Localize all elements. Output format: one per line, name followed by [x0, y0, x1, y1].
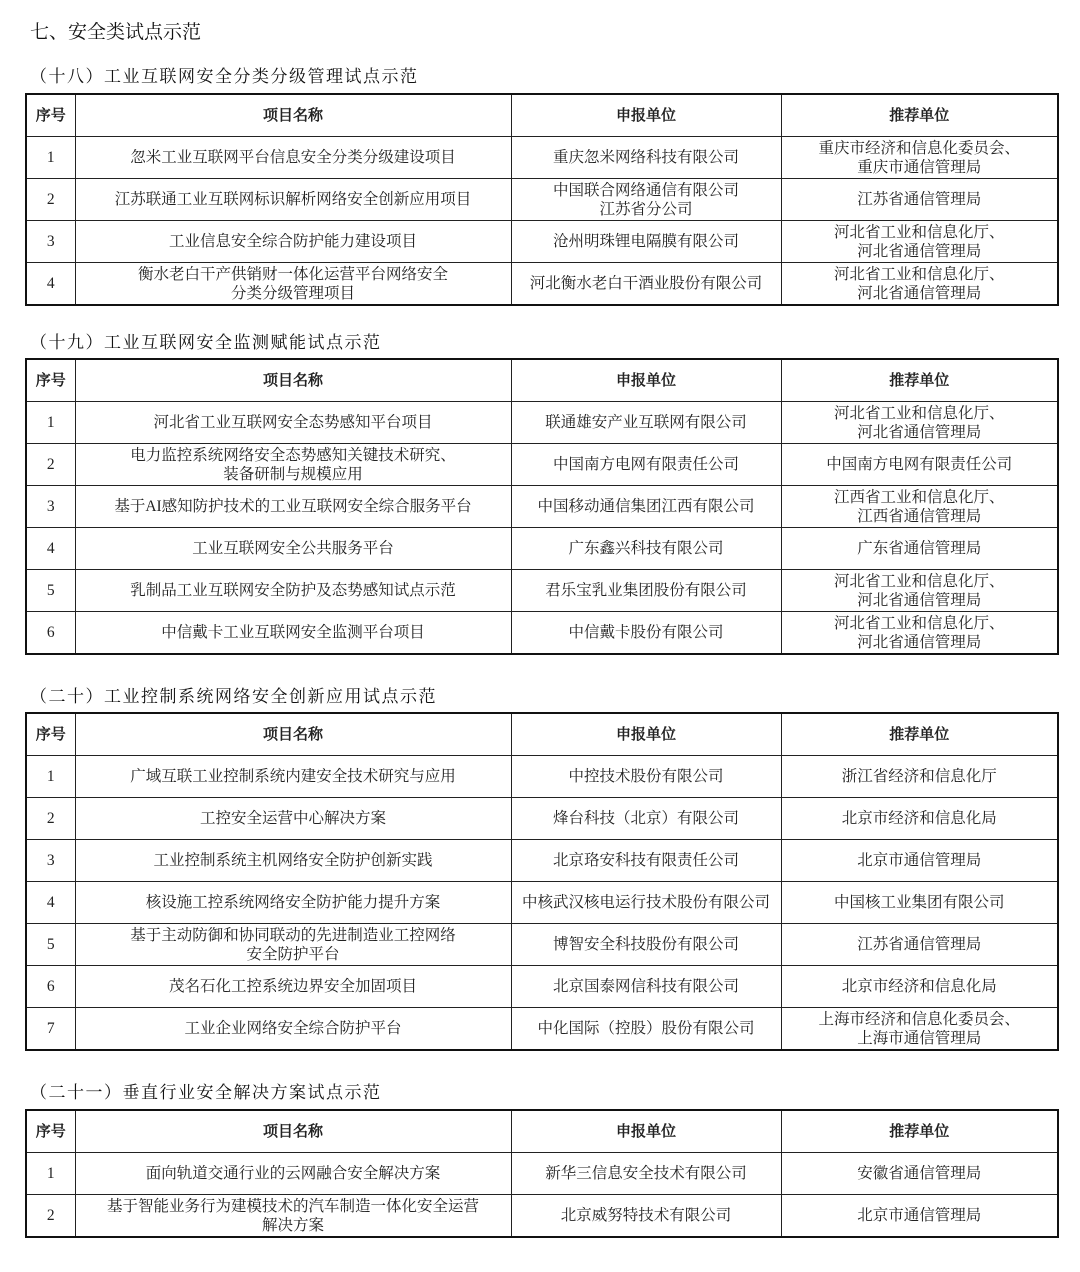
- cell-recommender: [781, 486, 1058, 528]
- cell-project-name-line: 基于AI感知防护技术的工业互联网安全综合服务平台: [114, 498, 472, 515]
- cell-recommender-line: 江苏省通信管理局: [857, 936, 982, 953]
- cell-applicant: [511, 612, 781, 655]
- cell-recommender-line: 江西省通信管理局: [857, 507, 982, 525]
- cell-project-name: [75, 444, 511, 486]
- cell-index: 3: [26, 486, 75, 528]
- cell-recommender: [781, 221, 1058, 263]
- cell-applicant: [511, 882, 781, 924]
- cell-recommender-line: 北京市经济和信息化局: [841, 810, 997, 827]
- cell-applicant: [511, 179, 781, 221]
- cell-project-name-line: 衡水老白干产供销财一体化运营平台网络安全: [137, 265, 448, 283]
- table-row: [26, 612, 1058, 655]
- table-header-row: [26, 713, 1058, 756]
- cell-project-name-line: 工业企业网络安全综合防护平台: [184, 1020, 402, 1037]
- cell-project-name: [75, 528, 511, 570]
- header-project-name: 项目名称: [75, 713, 511, 756]
- cell-recommender-line: 河北省工业和信息化厅、: [833, 223, 1005, 241]
- page-title: 七、安全类试点示范: [30, 21, 202, 43]
- cell-recommender-line: 河北省工业和信息化厅、: [833, 265, 1005, 283]
- cell-recommender-line: 河北省工业和信息化厅、: [833, 572, 1005, 590]
- pilot-table: [25, 93, 1059, 306]
- table-row: [26, 221, 1058, 263]
- cell-applicant-line: 联通雄安产业互联网有限公司: [545, 414, 747, 431]
- cell-index: 7: [26, 1008, 75, 1051]
- cell-recommender: [781, 1008, 1058, 1051]
- cell-project-name-line: 工业控制系统主机网络安全防护创新实践: [153, 852, 433, 869]
- header-applicant: 申报单位: [511, 94, 781, 137]
- pilot-table: [25, 712, 1059, 1051]
- table-row: [26, 1195, 1058, 1238]
- cell-recommender: [781, 528, 1058, 570]
- cell-index: 1: [26, 1153, 75, 1195]
- header-index: 序号: [26, 94, 75, 137]
- cell-applicant-line: 广东鑫兴科技有限公司: [568, 540, 724, 557]
- cell-applicant: [511, 137, 781, 179]
- cell-applicant-line: 重庆忽米网络科技有限公司: [552, 149, 739, 166]
- cell-applicant-line: 北京威努特技术有限公司: [560, 1207, 732, 1224]
- cell-index: 2: [26, 179, 75, 221]
- cell-applicant: [511, 924, 781, 966]
- cell-recommender: [781, 263, 1058, 306]
- cell-project-name: [75, 486, 511, 528]
- cell-recommender-line: 北京市经济和信息化局: [841, 978, 997, 995]
- table-row: [26, 179, 1058, 221]
- cell-recommender: [781, 570, 1058, 612]
- cell-recommender: [781, 402, 1058, 444]
- header-index: 序号: [26, 713, 75, 756]
- cell-project-name-line: 工业互联网安全公共服务平台: [192, 540, 394, 557]
- cell-project-name-line: 分类分级管理项目: [230, 284, 355, 302]
- cell-applicant-line: 君乐宝乳业集团股份有限公司: [545, 582, 747, 599]
- cell-recommender-line: 河北省通信管理局: [857, 284, 982, 302]
- cell-applicant-line: 新华三信息安全技术有限公司: [545, 1165, 747, 1182]
- table-row: [26, 486, 1058, 528]
- cell-project-name-line: 解决方案: [261, 1216, 324, 1234]
- cell-applicant-line: 江苏省分公司: [599, 200, 693, 218]
- cell-recommender-line: 江西省工业和信息化厅、: [833, 488, 1005, 506]
- header-recommender: 推荐单位: [781, 94, 1058, 137]
- cell-project-name-line: 电力监控系统网络安全态势感知关键技术研究、: [130, 446, 456, 464]
- cell-recommender: [781, 137, 1058, 179]
- cell-recommender-line: 河北省通信管理局: [857, 423, 982, 441]
- cell-applicant: [511, 221, 781, 263]
- cell-index: 1: [26, 756, 75, 798]
- cell-project-name: [75, 840, 511, 882]
- cell-project-name: [75, 402, 511, 444]
- table-header-row: [26, 94, 1058, 137]
- cell-applicant: [511, 486, 781, 528]
- cell-project-name-line: 乳制品工业互联网安全防护及态势感知试点示范: [130, 582, 456, 599]
- pilot-table: [25, 358, 1059, 655]
- table-row: [26, 444, 1058, 486]
- cell-applicant-line: 中信戴卡股份有限公司: [568, 624, 724, 641]
- cell-index: 2: [26, 1195, 75, 1238]
- cell-project-name: [75, 966, 511, 1008]
- cell-project-name-line: 面向轨道交通行业的云网融合安全解决方案: [145, 1165, 441, 1182]
- cell-recommender: [781, 444, 1058, 486]
- cell-applicant: [511, 966, 781, 1008]
- pilot-table: [25, 1109, 1059, 1238]
- cell-recommender-line: 安徽省通信管理局: [857, 1165, 982, 1182]
- cell-project-name-line: 工控安全运营中心解决方案: [199, 810, 386, 827]
- cell-index: 1: [26, 137, 75, 179]
- header-recommender: 推荐单位: [781, 713, 1058, 756]
- cell-project-name: [75, 924, 511, 966]
- cell-project-name-line: 广域互联工业控制系统内建安全技术研究与应用: [130, 768, 456, 785]
- header-project-name: 项目名称: [75, 94, 511, 137]
- cell-index: 4: [26, 528, 75, 570]
- header-applicant: 申报单位: [511, 359, 781, 402]
- cell-recommender-line: 北京市通信管理局: [857, 852, 982, 869]
- section-title: （十八）工业互联网安全分类分级管理试点示范: [30, 67, 419, 86]
- cell-recommender: [781, 924, 1058, 966]
- cell-project-name-line: 茂名石化工控系统边界安全加固项目: [168, 978, 417, 995]
- table-row: [26, 882, 1058, 924]
- cell-index: 4: [26, 263, 75, 306]
- cell-recommender-line: 河北省通信管理局: [857, 242, 982, 260]
- cell-project-name: [75, 612, 511, 655]
- cell-applicant-line: 中国移动通信集团江西有限公司: [537, 498, 755, 515]
- header-project-name: 项目名称: [75, 359, 511, 402]
- cell-recommender: [781, 798, 1058, 840]
- cell-project-name-line: 工业信息安全综合防护能力建设项目: [168, 233, 417, 250]
- cell-applicant-line: 中化国际（控股）股份有限公司: [537, 1020, 755, 1037]
- table-row: [26, 263, 1058, 306]
- cell-recommender-line: 上海市经济和信息化委员会、: [818, 1010, 1020, 1028]
- cell-recommender: [781, 612, 1058, 655]
- cell-project-name: [75, 263, 511, 306]
- table-row: [26, 756, 1058, 798]
- cell-recommender-line: 重庆市通信管理局: [857, 158, 982, 176]
- cell-recommender-line: 广东省通信管理局: [857, 540, 982, 557]
- table-header-row: [26, 1110, 1058, 1153]
- cell-project-name-line: 中信戴卡工业互联网安全监测平台项目: [161, 624, 425, 641]
- cell-index: 3: [26, 221, 75, 263]
- table-header-row: [26, 359, 1058, 402]
- cell-index: 1: [26, 402, 75, 444]
- cell-recommender: [781, 966, 1058, 1008]
- cell-recommender: [781, 840, 1058, 882]
- table-row: [26, 966, 1058, 1008]
- cell-project-name-line: 忽米工业互联网平台信息安全分类分级建设项目: [130, 149, 456, 166]
- cell-project-name: [75, 756, 511, 798]
- cell-recommender: [781, 1153, 1058, 1195]
- cell-applicant: [511, 570, 781, 612]
- cell-project-name: [75, 570, 511, 612]
- cell-project-name: [75, 221, 511, 263]
- cell-applicant-line: 中国南方电网有限责任公司: [552, 456, 739, 473]
- cell-applicant: [511, 1195, 781, 1238]
- cell-project-name: [75, 179, 511, 221]
- cell-project-name: [75, 1153, 511, 1195]
- cell-project-name-line: 基于主动防御和协同联动的先进制造业工控网络: [130, 926, 456, 944]
- header-applicant: 申报单位: [511, 713, 781, 756]
- cell-recommender-line: 浙江省经济和信息化厅: [841, 768, 997, 785]
- cell-recommender-line: 河北省通信管理局: [857, 591, 982, 609]
- cell-recommender-line: 河北省工业和信息化厅、: [833, 404, 1005, 422]
- table-row: [26, 798, 1058, 840]
- header-project-name: 项目名称: [75, 1110, 511, 1153]
- table-row: [26, 570, 1058, 612]
- table-row: [26, 924, 1058, 966]
- cell-applicant: [511, 798, 781, 840]
- cell-applicant-line: 河北衡水老白干酒业股份有限公司: [529, 275, 763, 292]
- header-index: 序号: [26, 359, 75, 402]
- cell-applicant-line: 北京国泰网信科技有限公司: [552, 978, 739, 995]
- cell-recommender-line: 中国核工业集团有限公司: [833, 894, 1005, 911]
- cell-applicant-line: 北京珞安科技有限责任公司: [552, 852, 739, 869]
- cell-recommender: [781, 882, 1058, 924]
- cell-index: 4: [26, 882, 75, 924]
- cell-recommender-line: 上海市通信管理局: [857, 1029, 982, 1047]
- cell-recommender-line: 中国南方电网有限责任公司: [826, 456, 1013, 473]
- table-row: [26, 137, 1058, 179]
- header-applicant: 申报单位: [511, 1110, 781, 1153]
- cell-project-name: [75, 137, 511, 179]
- cell-applicant-line: 沧州明珠锂电隔膜有限公司: [552, 233, 739, 250]
- cell-index: 5: [26, 570, 75, 612]
- header-index: 序号: [26, 1110, 75, 1153]
- cell-index: 2: [26, 444, 75, 486]
- cell-project-name: [75, 1008, 511, 1051]
- cell-applicant: [511, 402, 781, 444]
- cell-recommender: [781, 1195, 1058, 1238]
- cell-project-name: [75, 882, 511, 924]
- cell-recommender-line: 江苏省通信管理局: [857, 191, 982, 208]
- cell-project-name: [75, 1195, 511, 1238]
- cell-applicant: [511, 263, 781, 306]
- cell-index: 5: [26, 924, 75, 966]
- header-recommender: 推荐单位: [781, 359, 1058, 402]
- cell-project-name-line: 河北省工业互联网安全态势感知平台项目: [153, 414, 433, 431]
- table-row: [26, 840, 1058, 882]
- cell-applicant: [511, 840, 781, 882]
- cell-project-name-line: 基于智能业务行为建模技术的汽车制造一体化安全运营: [106, 1197, 479, 1215]
- table-row: [26, 1153, 1058, 1195]
- cell-applicant-line: 中控技术股份有限公司: [568, 768, 724, 785]
- cell-applicant: [511, 1008, 781, 1051]
- section-title: （二十一）垂直行业安全解决方案试点示范: [30, 1083, 382, 1102]
- cell-applicant-line: 中国联合网络通信有限公司: [552, 181, 739, 199]
- cell-index: 6: [26, 612, 75, 655]
- cell-recommender-line: 河北省通信管理局: [857, 633, 982, 651]
- cell-project-name-line: 核设施工控系统网络安全防护能力提升方案: [145, 894, 441, 911]
- cell-index: 6: [26, 966, 75, 1008]
- cell-recommender: [781, 179, 1058, 221]
- section-title: （十九）工业互联网安全监测赋能试点示范: [30, 333, 382, 352]
- cell-applicant-line: 中核武汉核电运行技术股份有限公司: [521, 894, 770, 911]
- cell-applicant-line: 博智安全科技股份有限公司: [552, 936, 739, 953]
- cell-recommender-line: 河北省工业和信息化厅、: [833, 614, 1005, 632]
- table-row: [26, 1008, 1058, 1051]
- section-title: （二十）工业控制系统网络安全创新应用试点示范: [30, 687, 437, 706]
- cell-project-name: [75, 798, 511, 840]
- cell-recommender-line: 北京市通信管理局: [857, 1207, 982, 1224]
- cell-project-name-line: 安全防护平台: [246, 945, 340, 963]
- cell-project-name-line: 装备研制与规模应用: [223, 465, 363, 483]
- cell-applicant: [511, 1153, 781, 1195]
- cell-project-name-line: 江苏联通工业互联网标识解析网络安全创新应用项目: [114, 191, 472, 208]
- cell-applicant: [511, 528, 781, 570]
- cell-applicant: [511, 444, 781, 486]
- cell-recommender: [781, 756, 1058, 798]
- header-recommender: 推荐单位: [781, 1110, 1058, 1153]
- cell-index: 3: [26, 840, 75, 882]
- table-row: [26, 402, 1058, 444]
- cell-recommender-line: 重庆市经济和信息化委员会、: [818, 139, 1020, 157]
- cell-applicant: [511, 756, 781, 798]
- cell-index: 2: [26, 798, 75, 840]
- cell-applicant-line: 烽台科技（北京）有限公司: [552, 810, 739, 827]
- table-row: [26, 528, 1058, 570]
